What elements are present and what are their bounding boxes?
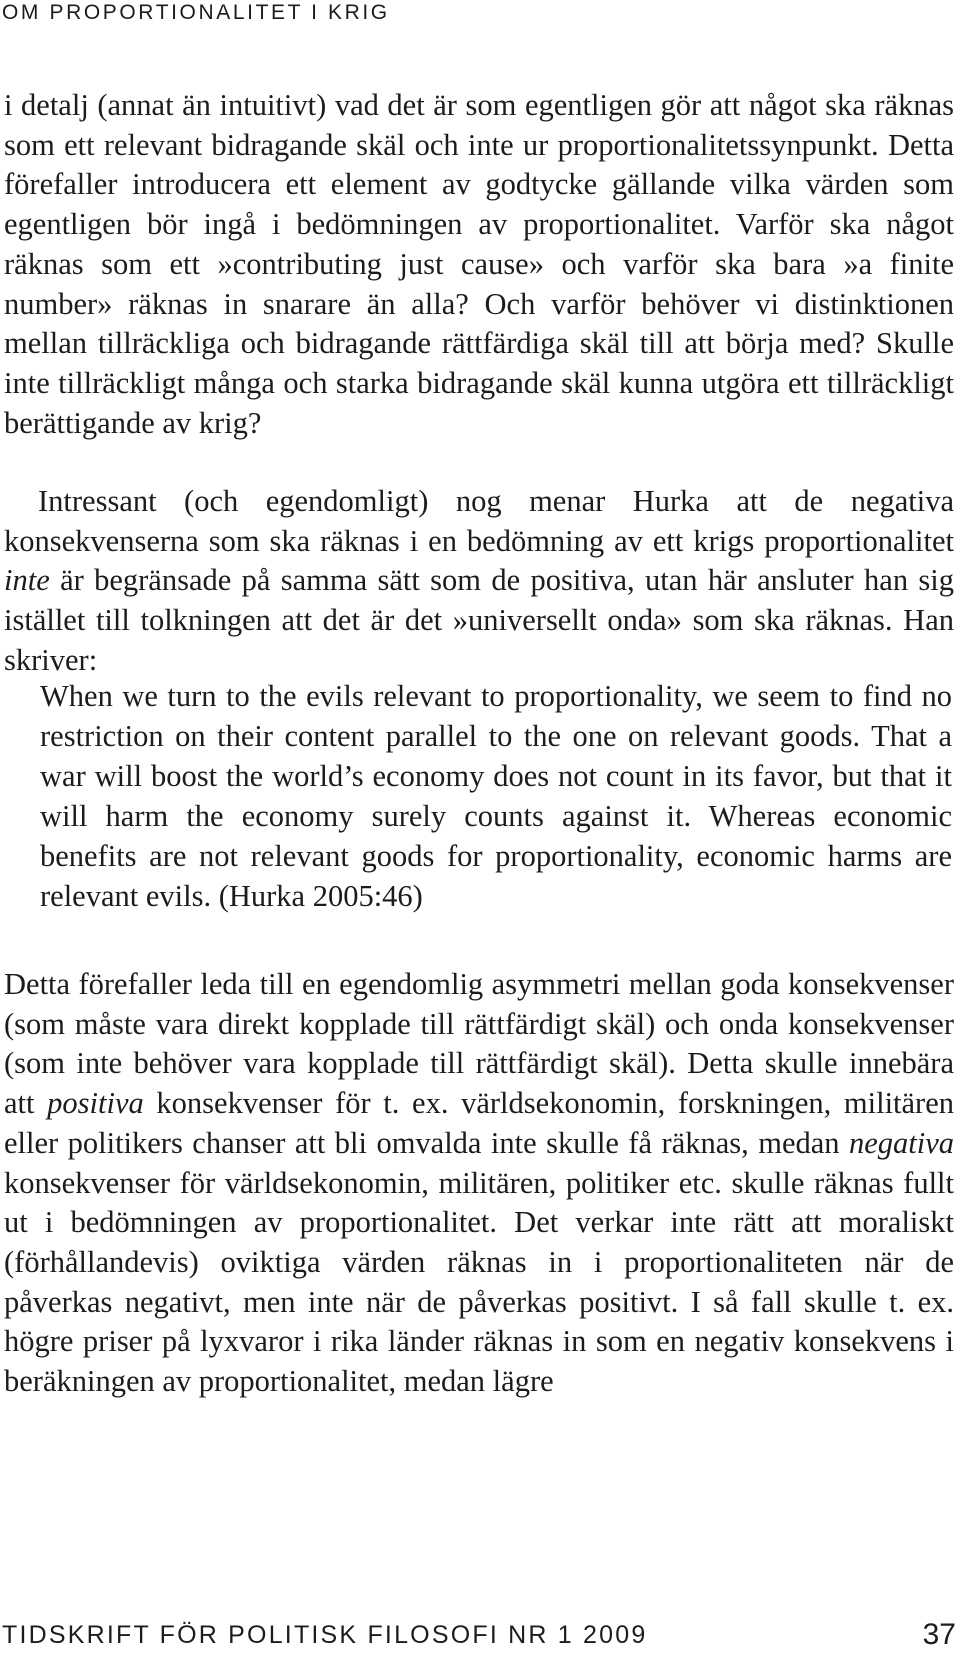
paragraph-3-text-b: konsekvenser för t. ex. världsekonomin, forskningen, militären eller politikers chanser att bli omvalda inte skulle få räknas, medan	[4, 1086, 954, 1160]
body-paragraph-2	[4, 482, 954, 681]
emphasis-negativa: negativa	[848, 1125, 954, 1160]
body-paragraph-3	[4, 965, 954, 1402]
running-header: OM PROPORTIONALITET I KRIG	[2, 1, 390, 24]
emphasis-positiva: positiva	[47, 1086, 144, 1121]
body-paragraph-1: i detalj (annat än intuitivt) vad det är som egentligen gör att något ska räknas som ett relevant bidragande skäl och inte ur proportionalitetssynpunkt. Detta förefaller introducera ett element av godtycke gällande vilka värden som egentligen bör ingå i bedömningen av proportionalitet. Varför ska något räknas som ett »contributing just cause» och varför ska bara »a finite number» räknas in snarare än alla? Och varför behöver vi distinktionen mellan tillräckliga och bidragande rättfärdiga skäl till att börja med? Skulle inte tillräckligt många och starka bidragande skäl kunna utgöra ett tillräckligt berättigande av krig?	[4, 88, 954, 440]
emphasis-inte: inte	[4, 563, 50, 598]
page-number: 37	[922, 1618, 956, 1651]
paragraph-3-text-a: Detta förefaller leda till en egendomlig asymmetri mellan goda konsekvenser (som måste vara direkt kopplade till rättfärdigt skäl) och onda konsekvenser (som inte behöver vara kopplade till rättfärdigt skäl). Detta skulle innebära att	[4, 967, 954, 1121]
paragraph-3-text-c: konsekvenser för världsekonomin, militären, politiker etc. skulle räknas fullt ut i bedömningen av proportionalitet. Det verkar inte rätt att moraliskt (förhållandevis) oviktiga värden räknas in i proportionaliteten när de påverkas negativt, men inte när de påverkas positivt. I så fall skulle t. ex. högre priser på lyxvaror i rika länder räknas in som en negativ konsekvens i beräkningen av proportionalitet, medan lägre	[4, 1165, 954, 1399]
block-quote: When we turn to the evils relevant to proportionality, we seem to find no restriction on their content parallel to the one on relevant goods. That a war will boost the world’s economy does not count in its favor, but that it will harm the economy surely counts against it. Whereas economic benefits are not relevant goods for proportionality, economic harms are relevant evils. (Hurka 2005:46)	[40, 679, 952, 913]
paragraph-2-text-b: är begränsade på samma sätt som de positiva, utan här ansluter han sig istället till tolkningen att det är det »universellt onda» som ska räknas. Han skriver:	[4, 563, 954, 677]
footer-journal-title: TIDSKRIFT FÖR POLITISK FILOSOFI NR 1 2009	[2, 1621, 648, 1649]
paragraph-2-text-a: Intressant (och egendomligt) nog menar Hurka att de negativa konsekvenserna som ska räknas i en bedömning av ett krigs proportionalitet	[4, 484, 954, 558]
